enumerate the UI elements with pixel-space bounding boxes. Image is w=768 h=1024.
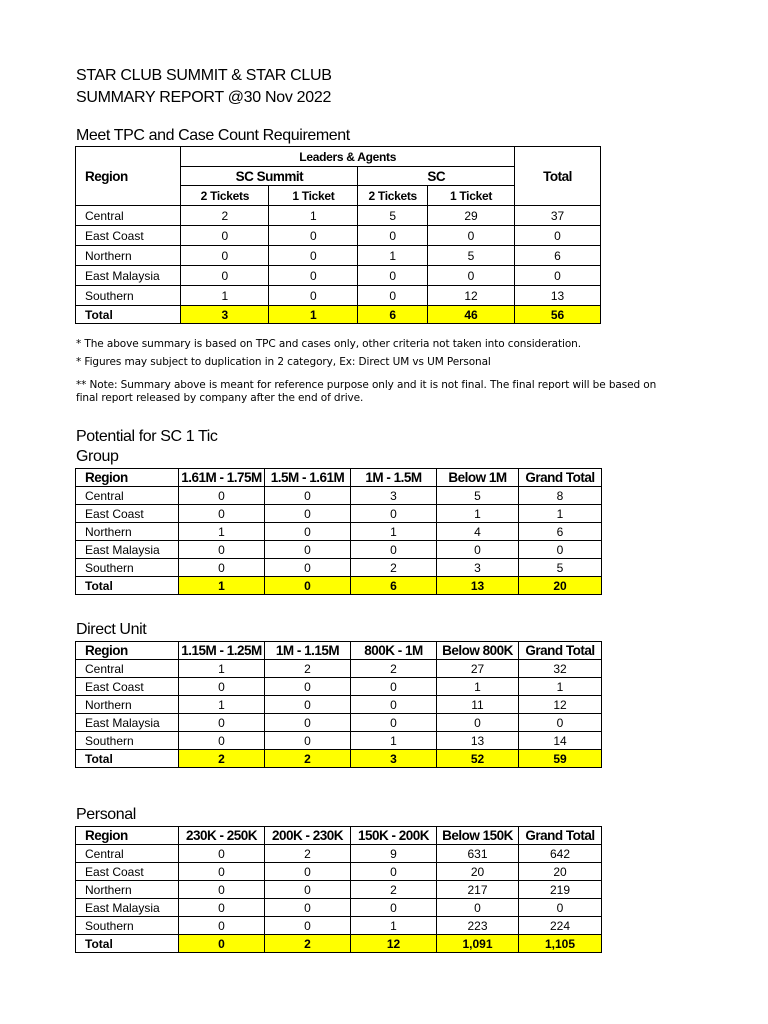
- value-cell: 2: [351, 559, 437, 577]
- value-cell: 0: [358, 226, 428, 246]
- value-cell: 0: [351, 899, 437, 917]
- total-row: [76, 577, 602, 595]
- value-cell: 6: [519, 523, 602, 541]
- report-title-line2: SUMMARY REPORT @30 Nov 2022: [76, 89, 332, 106]
- value-cell: 32: [519, 660, 602, 678]
- value-cell: 5: [519, 559, 602, 577]
- report-title-line1: STAR CLUB SUMMIT & STAR CLUB: [76, 67, 332, 84]
- value-cell: 3: [351, 750, 437, 768]
- value-cell: 0: [179, 505, 265, 523]
- table-row: [76, 541, 602, 559]
- column-header: Grand Total: [519, 827, 602, 845]
- value-cell: 0: [358, 286, 428, 306]
- value-cell: 2: [179, 750, 265, 768]
- value-cell: 0: [265, 917, 351, 935]
- value-cell: 0: [179, 935, 265, 953]
- column-header: 230K - 250K: [179, 827, 265, 845]
- value-cell: 219: [519, 881, 602, 899]
- table-row: [76, 863, 602, 881]
- value-cell: 2: [181, 206, 269, 226]
- value-cell: 0: [265, 523, 351, 541]
- column-header: 800K - 1M: [351, 642, 437, 660]
- value-cell: 0: [179, 559, 265, 577]
- value-cell: 0: [179, 881, 265, 899]
- value-cell: 1,091: [437, 935, 519, 953]
- value-cell: 5: [358, 206, 428, 226]
- region-cell: Total: [76, 306, 181, 324]
- value-cell: 56: [515, 306, 601, 324]
- table-row: [76, 206, 601, 226]
- table-row: [76, 266, 601, 286]
- value-cell: 0: [179, 541, 265, 559]
- table-row: [76, 523, 602, 541]
- tpc-total-header: Total: [515, 147, 601, 206]
- tpc-subheader: 1 Ticket: [427, 186, 514, 206]
- value-cell: 0: [437, 541, 519, 559]
- group-heading: Group: [76, 448, 119, 465]
- value-cell: 0: [351, 863, 437, 881]
- value-cell: 0: [358, 266, 428, 286]
- region-cell: Northern: [76, 523, 179, 541]
- header-row: [76, 642, 602, 660]
- value-cell: 0: [265, 899, 351, 917]
- personal-table: [75, 826, 602, 953]
- value-cell: 6: [515, 246, 601, 266]
- value-cell: 9: [351, 845, 437, 863]
- tpc-heading: Meet TPC and Case Count Requirement: [76, 127, 350, 144]
- region-cell: Southern: [76, 917, 179, 935]
- value-cell: 13: [437, 732, 519, 750]
- value-cell: 217: [437, 881, 519, 899]
- column-header: 200K - 230K: [265, 827, 351, 845]
- value-cell: 1: [351, 732, 437, 750]
- value-cell: 12: [427, 286, 514, 306]
- value-cell: 0: [179, 863, 265, 881]
- value-cell: 631: [437, 845, 519, 863]
- value-cell: 0: [519, 541, 602, 559]
- direct-table: [75, 641, 602, 768]
- value-cell: 2: [265, 750, 351, 768]
- table-row: [76, 660, 602, 678]
- region-cell: East Coast: [76, 678, 179, 696]
- column-header: 1.5M - 1.61M: [265, 469, 351, 487]
- value-cell: 20: [519, 577, 602, 595]
- tpc-table: [75, 146, 601, 324]
- region-cell: Central: [76, 487, 179, 505]
- value-cell: 0: [427, 266, 514, 286]
- value-cell: 1: [519, 505, 602, 523]
- value-cell: 1: [179, 523, 265, 541]
- column-header: 1.15M - 1.25M: [179, 642, 265, 660]
- value-cell: 0: [265, 678, 351, 696]
- table-row: [76, 678, 602, 696]
- value-cell: 1: [437, 678, 519, 696]
- header-row: [76, 469, 602, 487]
- region-cell: Northern: [76, 881, 179, 899]
- tpc-sc-header: SC: [358, 167, 515, 186]
- value-cell: 0: [181, 226, 269, 246]
- value-cell: 2: [265, 935, 351, 953]
- total-row: [76, 935, 602, 953]
- column-header: 150K - 200K: [351, 827, 437, 845]
- table-row: [76, 696, 602, 714]
- value-cell: 0: [269, 286, 358, 306]
- value-cell: 1: [269, 306, 358, 324]
- tpc-subheader: 2 Tickets: [181, 186, 269, 206]
- table-row: [76, 286, 601, 306]
- value-cell: 1: [179, 696, 265, 714]
- value-cell: 0: [265, 487, 351, 505]
- value-cell: 52: [437, 750, 519, 768]
- value-cell: 1: [269, 206, 358, 226]
- value-cell: 1: [181, 286, 269, 306]
- tpc-summit-header: SC Summit: [181, 167, 358, 186]
- value-cell: 0: [179, 714, 265, 732]
- value-cell: 37: [515, 206, 601, 226]
- value-cell: 0: [269, 246, 358, 266]
- value-cell: 0: [265, 541, 351, 559]
- value-cell: 3: [437, 559, 519, 577]
- value-cell: 13: [437, 577, 519, 595]
- value-cell: 59: [519, 750, 602, 768]
- value-cell: 29: [427, 206, 514, 226]
- table-row: [76, 917, 602, 935]
- column-header: 1M - 1.15M: [265, 642, 351, 660]
- value-cell: 0: [179, 845, 265, 863]
- value-cell: 0: [181, 246, 269, 266]
- value-cell: 0: [265, 505, 351, 523]
- region-cell: Northern: [76, 696, 179, 714]
- column-header: Region: [76, 469, 179, 487]
- value-cell: 0: [265, 559, 351, 577]
- value-cell: 0: [179, 899, 265, 917]
- value-cell: 0: [351, 678, 437, 696]
- region-cell: Central: [76, 660, 179, 678]
- value-cell: 46: [427, 306, 514, 324]
- value-cell: 1: [179, 577, 265, 595]
- value-cell: 2: [351, 881, 437, 899]
- region-cell: East Malaysia: [76, 714, 179, 732]
- value-cell: 5: [427, 246, 514, 266]
- tpc-subheader: 1 Ticket: [269, 186, 358, 206]
- note-3a: ** Note: Summary above is meant for reference purpose only and it is not final. The final report will be based on: [76, 379, 657, 391]
- personal-heading: Personal: [76, 806, 136, 823]
- region-cell: Total: [76, 935, 179, 953]
- value-cell: 1: [179, 660, 265, 678]
- column-header: Below 800K: [437, 642, 519, 660]
- region-cell: Total: [76, 750, 179, 768]
- value-cell: 14: [519, 732, 602, 750]
- value-cell: 0: [515, 266, 601, 286]
- tpc-body: [76, 206, 601, 324]
- column-header: Below 150K: [437, 827, 519, 845]
- column-header: Region: [76, 642, 179, 660]
- table-row: [76, 226, 601, 246]
- value-cell: 0: [265, 714, 351, 732]
- value-cell: 642: [519, 845, 602, 863]
- column-header: Below 1M: [437, 469, 519, 487]
- value-cell: 0: [179, 487, 265, 505]
- region-cell: Southern: [76, 732, 179, 750]
- region-cell: East Coast: [76, 505, 179, 523]
- note-1: * The above summary is based on TPC and cases only, other criteria not taken into consideration.: [76, 338, 581, 350]
- value-cell: 3: [181, 306, 269, 324]
- region-cell: East Malaysia: [76, 899, 179, 917]
- value-cell: 0: [519, 899, 602, 917]
- value-cell: 0: [437, 899, 519, 917]
- value-cell: 1: [358, 246, 428, 266]
- value-cell: 8: [519, 487, 602, 505]
- value-cell: 6: [358, 306, 428, 324]
- value-cell: 2: [351, 660, 437, 678]
- value-cell: 2: [265, 845, 351, 863]
- value-cell: 0: [181, 266, 269, 286]
- region-cell: Northern: [76, 246, 181, 266]
- tpc-group-header: Leaders & Agents: [181, 147, 515, 167]
- value-cell: 0: [179, 917, 265, 935]
- table-row: [76, 246, 601, 266]
- value-cell: 0: [179, 678, 265, 696]
- group-table: [75, 468, 602, 595]
- value-cell: 0: [269, 226, 358, 246]
- value-cell: 223: [437, 917, 519, 935]
- region-cell: East Malaysia: [76, 266, 181, 286]
- value-cell: 0: [179, 732, 265, 750]
- value-cell: 0: [351, 505, 437, 523]
- note-3b: final report released by company after the end of drive.: [76, 392, 364, 404]
- value-cell: 0: [519, 714, 602, 732]
- value-cell: 0: [437, 714, 519, 732]
- value-cell: 1: [437, 505, 519, 523]
- value-cell: 6: [351, 577, 437, 595]
- value-cell: 224: [519, 917, 602, 935]
- value-cell: 0: [515, 226, 601, 246]
- value-cell: 0: [265, 696, 351, 714]
- region-cell: Central: [76, 845, 179, 863]
- value-cell: 5: [437, 487, 519, 505]
- region-cell: Central: [76, 206, 181, 226]
- table-row: [76, 732, 602, 750]
- value-cell: 4: [437, 523, 519, 541]
- table-row: [76, 881, 602, 899]
- value-cell: 2: [265, 660, 351, 678]
- value-cell: 20: [519, 863, 602, 881]
- value-cell: 12: [351, 935, 437, 953]
- value-cell: 13: [515, 286, 601, 306]
- table-row: [76, 899, 602, 917]
- region-cell: Total: [76, 577, 179, 595]
- column-header: Grand Total: [519, 469, 602, 487]
- column-header: Region: [76, 827, 179, 845]
- header-row: [76, 827, 602, 845]
- value-cell: 11: [437, 696, 519, 714]
- region-cell: Southern: [76, 559, 179, 577]
- tpc-subheader: 2 Tickets: [358, 186, 428, 206]
- table-row: [76, 559, 602, 577]
- table-row: [76, 505, 602, 523]
- table-row: [76, 714, 602, 732]
- region-cell: East Coast: [76, 226, 181, 246]
- direct-heading: Direct Unit: [76, 621, 147, 638]
- value-cell: 12: [519, 696, 602, 714]
- region-cell: East Malaysia: [76, 541, 179, 559]
- total-row: [76, 750, 602, 768]
- value-cell: 0: [351, 714, 437, 732]
- tpc-region-header: Region: [76, 147, 181, 206]
- value-cell: 0: [351, 541, 437, 559]
- value-cell: 0: [427, 226, 514, 246]
- value-cell: 0: [351, 696, 437, 714]
- column-header: 1.61M - 1.75M: [179, 469, 265, 487]
- value-cell: 0: [265, 863, 351, 881]
- value-cell: 1: [351, 917, 437, 935]
- potential-heading: Potential for SC 1 Tic: [76, 428, 218, 445]
- total-row: [76, 306, 601, 324]
- value-cell: 3: [351, 487, 437, 505]
- table-row: [76, 845, 602, 863]
- value-cell: 1: [351, 523, 437, 541]
- region-cell: East Coast: [76, 863, 179, 881]
- region-cell: Southern: [76, 286, 181, 306]
- value-cell: 1: [519, 678, 602, 696]
- column-header: 1M - 1.5M: [351, 469, 437, 487]
- value-cell: 0: [265, 732, 351, 750]
- value-cell: 27: [437, 660, 519, 678]
- value-cell: 0: [269, 266, 358, 286]
- note-2: * Figures may subject to duplication in 2 category, Ex: Direct UM vs UM Personal: [76, 356, 491, 368]
- table-row: [76, 487, 602, 505]
- value-cell: 0: [265, 881, 351, 899]
- value-cell: 20: [437, 863, 519, 881]
- value-cell: 1,105: [519, 935, 602, 953]
- value-cell: 0: [265, 577, 351, 595]
- column-header: Grand Total: [519, 642, 602, 660]
